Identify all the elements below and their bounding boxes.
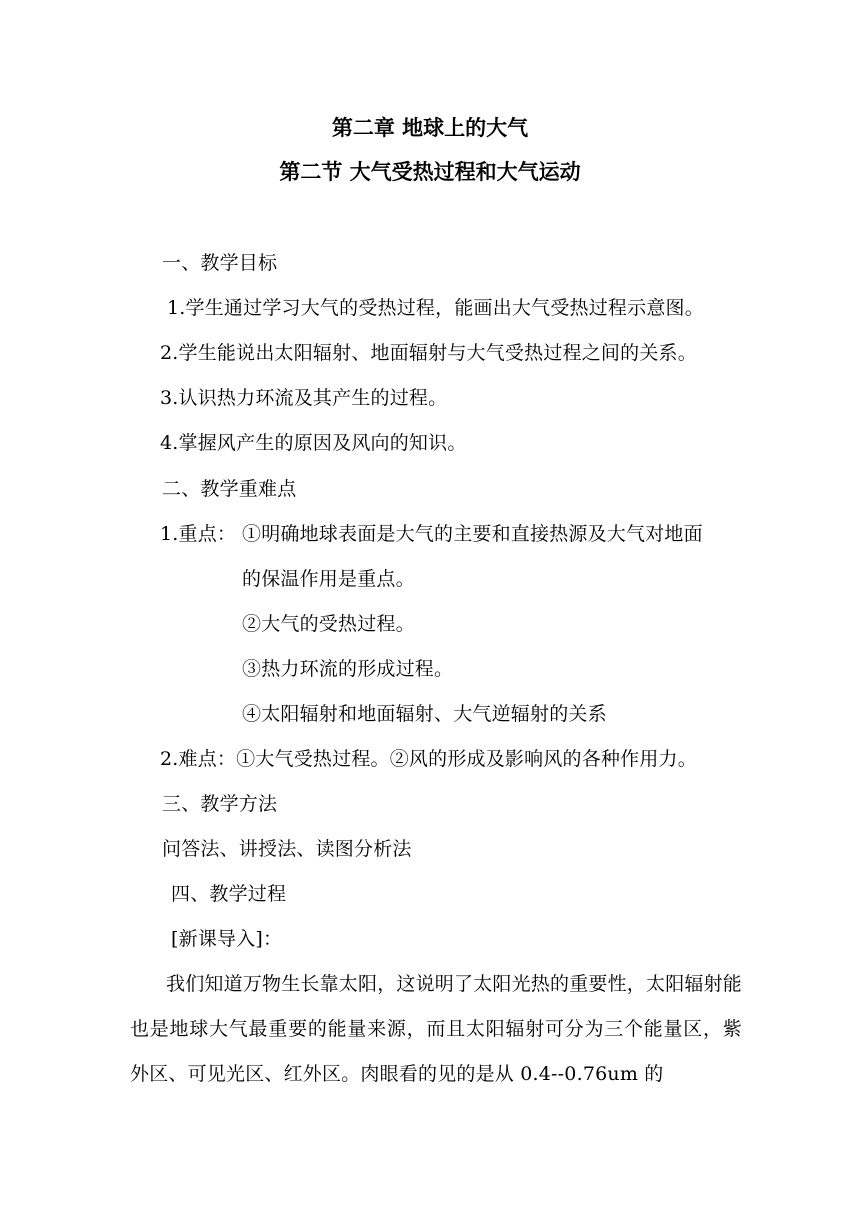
intro-paragraph: 我们知道万物生长靠太阳，这说明了太阳光热的重要性，太阳辐射能也是地球大气最重要的能量来源，而且太阳辐射可分为三个能量区，紫外区、可见光区、红外区。肉眼看的见的是从 0.4--0.76um 的 [130,973,743,1085]
key-item: 的保温作用是重点。 [242,568,415,590]
section-title: 第二节 大气受热过程和大气运动 [279,160,581,184]
methods-heading: 三、教学方法 [162,793,278,815]
chapter-title: 第二章 地球上的大气 [331,116,529,140]
intro-label: [新课导入]： [171,928,283,950]
difficult-point: 2.难点：①大气受热过程。②风的形成及影响风的各种作用力。 [160,748,697,770]
objectives-heading: 一、教学目标 [162,252,278,274]
process-heading: 四、教学过程 [171,883,287,905]
key-item: ④太阳辐射和地面辐射、大气逆辐射的关系 [242,703,607,725]
key-points-heading: 二、教学重难点 [162,478,297,500]
objective-item: 2.学生能说出太阳辐射、地面辐射与大气受热过程之间的关系。 [160,342,697,364]
key-item: ②大气的受热过程。 [242,613,415,635]
objective-item: 3.认识热力环流及其产生的过程。 [160,387,448,409]
objective-item: 1.学生通过学习大气的受热过程，能画出大气受热过程示意图。 [167,297,704,319]
key-label: 1.重点： [160,523,237,545]
key-item: ③热力环流的形成过程。 [242,658,454,680]
methods-text: 问答法、讲授法、读图分析法 [162,838,412,860]
key-item: ①明确地球表面是大气的主要和直接热源及大气对地面 [242,523,703,545]
objective-item: 4.掌握风产生的原因及风向的知识。 [160,432,467,454]
